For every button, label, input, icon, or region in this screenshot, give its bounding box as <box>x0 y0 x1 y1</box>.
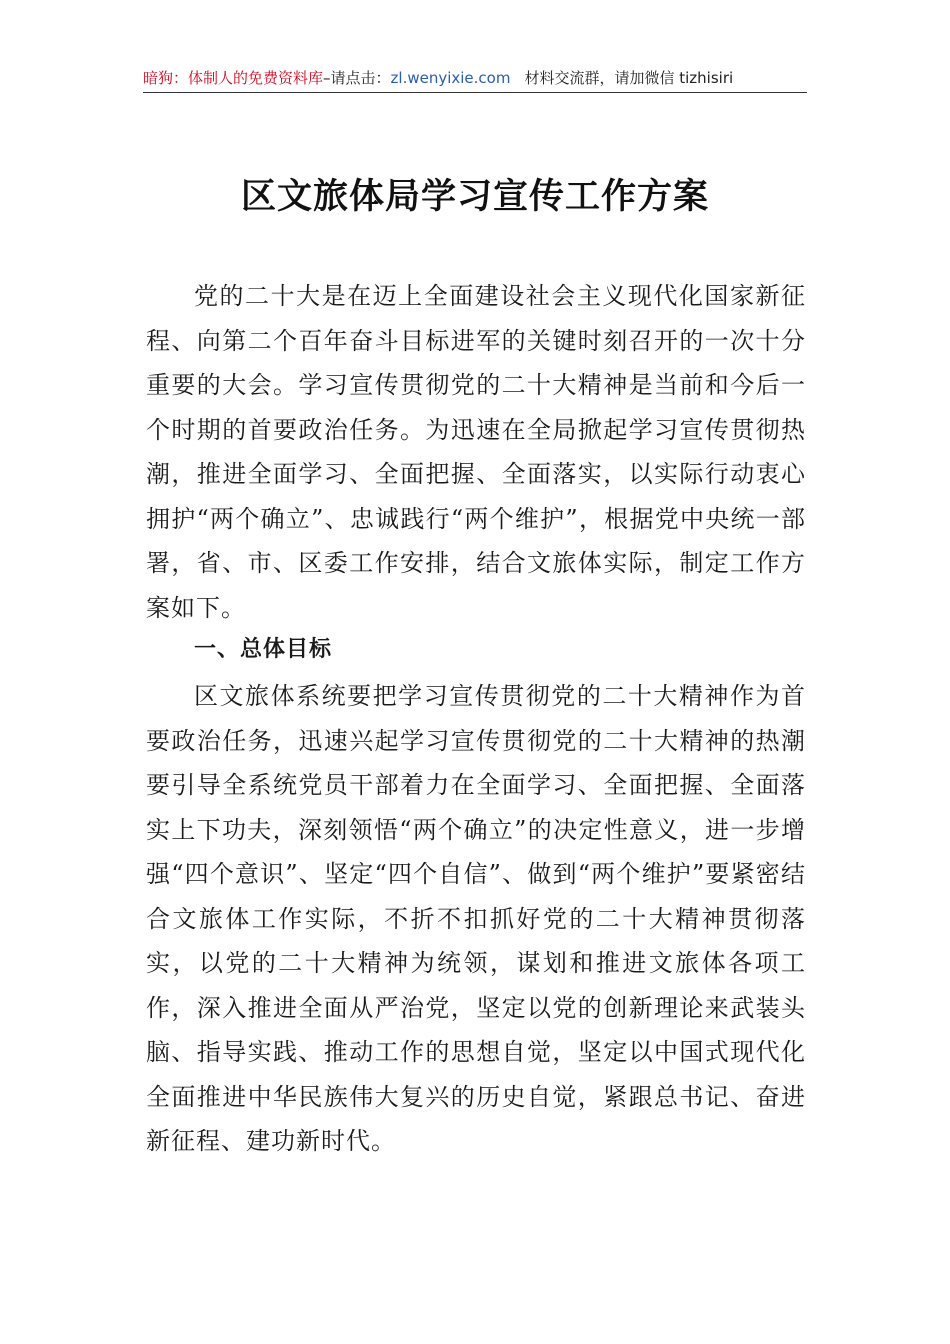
page-header <box>143 64 807 93</box>
section-heading-overall-goal: 一、总体目标 <box>194 637 333 662</box>
overall-goal-section <box>146 674 806 1164</box>
header-link[interactable]: zl.wenyixie.com <box>390 69 511 87</box>
header-prompt: –请点击： <box>323 69 391 87</box>
document-title: 区文旅体局学习宣传工作方案 <box>240 176 709 217</box>
overall-goal-paragraph: 区文旅体系统要把学习宣传贯彻党的二十大精神作为首要政治任务，迅速兴起学习宣传贯彻党的二十大精神的热潮要引导全系统党员干部着力在全面学习、全面把握、全面落实上下功夫，深刻领悟“两个确立”的决定性意义，进一步增强“四个意识”、坚定“四个自信”、做到“两个维护”要紧密结合文旅体工作实际，不折不扣抓好党的二十大精神贯彻落实，以党的二十大精神为统领，谋划和推进文旅体各项工作，深入推进全面从严治党，坚定以党的创新理论来武装头脑、指导实践、推动工作的思想自觉，坚定以中国式现代化全面推进中华民族伟大复兴的历史自觉，紧跟总书记、奋进新征程、建功新时代。 <box>146 682 806 1155</box>
intro-paragraph: 党的二十大是在迈上全面建设社会主义现代化国家新征程、向第二个百年奋斗目标进军的关键时刻召开的一次十分重要的大会。学习宣传贯彻党的二十大精神是当前和今后一个时期的首要政治任务。为迅速在全局掀起学习宣传贯彻热潮，推进全面学习、全面把握、全面落实，以实际行动衷心拥护“两个确立”、忠诚践行“两个维护”，根据党中央统一部署，省、市、区委工作安排，结合文旅体实际，制定工作方案如下。 <box>146 282 806 622</box>
header-wechat: 材料交流群，请加微信 tizhisiri <box>524 69 734 87</box>
header-brand: 暗狗：体制人的免费资料库 <box>143 69 324 87</box>
intro-section <box>146 274 806 630</box>
